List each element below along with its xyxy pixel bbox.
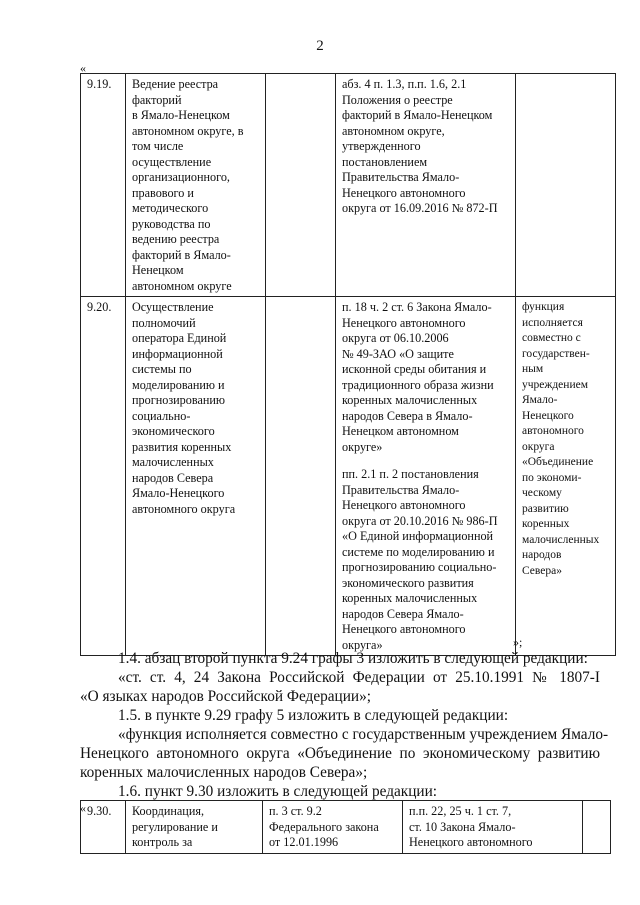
note-cell: функция исполняется совместно с государствен- ным учреждением Ямало- Ненецкого автономного округа «Объединение по экономи- ческому развитию коренных малочисленных народов Севера» bbox=[516, 297, 616, 656]
legal-basis-cell: п. 18 ч. 2 ст. 6 Закона Ямало- Ненецкого автономного округа от 06.10.2006 № 49-ЗАО «О защите исконной среды обитания и традиционного образа жизни коренных малочисленных народов Севера в Ямало- Ненецком автономном округе» пп. 2.1 п. 2 постановления Правительства Ямало- Ненецкого автономного округа от 20.10.2016 № 986-П «О Единой информационной системе по моделированию и прогнозированию социально- экономического развития коренных малочисленных народов Севера Ямало- Ненецкого автономного округа» bbox=[336, 297, 516, 656]
row-number: 9.30. bbox=[81, 801, 126, 854]
table-row bbox=[81, 297, 616, 656]
table-row bbox=[81, 74, 616, 297]
paragraph-law-ref: «ст. ст. 4, 24 Закона Российской Федерации от 25.10.1991 № 1807-I bbox=[118, 669, 600, 686]
row-number: 9.19. bbox=[81, 74, 126, 297]
legal-basis-cell: п.п. 22, 25 ч. 1 ст. 7, ст. 10 Закона Ямало- Ненецкого автономного bbox=[403, 801, 583, 854]
note-cell bbox=[583, 801, 611, 854]
open-quote-mark: « bbox=[80, 61, 86, 75]
open-quote-mark-2: « bbox=[80, 801, 86, 815]
close-quote-mark: »; bbox=[513, 635, 523, 649]
paragraph-1-6: 1.6. пункт 9.30 изложить в следующей редакции: bbox=[118, 783, 438, 800]
new-item-table bbox=[80, 800, 611, 854]
paragraph-1-5: 1.5. в пункте 9.29 графу 5 изложить в следующей редакции: bbox=[118, 707, 509, 724]
federal-law-cell: п. 3 ст. 9.2 Федерального закона от 12.01.1996 bbox=[263, 801, 403, 854]
paragraph-1-4: 1.4. абзац второй пункта 9.24 графы 3 изложить в следующей редакции: bbox=[118, 650, 588, 667]
row-number: 9.20. bbox=[81, 297, 126, 656]
legal-basis-cell: абз. 4 п. 1.3, п.п. 1.6, 2.1 Положения о реестре факторий в Ямало-Ненецком автономном округе, утвержденного постановлением Правительства Ямало- Ненецкого автономного округа от 16.09.2016 № 872-П bbox=[336, 74, 516, 297]
paragraph-function-text: «функция исполняется совместно с государственным учреждением Ямало- bbox=[118, 726, 609, 743]
empty-column-cell bbox=[266, 74, 336, 297]
function-name-cell: Координация, регулирование и контроль за bbox=[126, 801, 263, 854]
page-number: 2 bbox=[316, 38, 324, 54]
paragraph-law-title: «О языках народов Российской Федерации»; bbox=[80, 688, 371, 705]
table-row bbox=[81, 801, 611, 854]
empty-column-cell bbox=[266, 297, 336, 656]
paragraph-function-text-cont: Ненецкого автономного округа «Объединение по экономическому развитию bbox=[80, 745, 600, 762]
paragraph-function-text-end: коренных малочисленных народов Севера»; bbox=[80, 764, 368, 781]
amendments-table bbox=[80, 73, 616, 656]
function-name-cell: Осуществление полномочий оператора Единой информационной системы по моделированию и прогнозированию социально- экономического развития коренных малочисленных народов Севера Ямало-Ненецкого автономного округа bbox=[126, 297, 266, 656]
function-name-cell: Ведение реестра факторий в Ямало-Ненецком автономном округе, в том числе осуществление организационного, правового и методического руководства по ведению реестра факторий в Ямало- Ненецком автономном округе bbox=[126, 74, 266, 297]
note-cell bbox=[516, 74, 616, 297]
